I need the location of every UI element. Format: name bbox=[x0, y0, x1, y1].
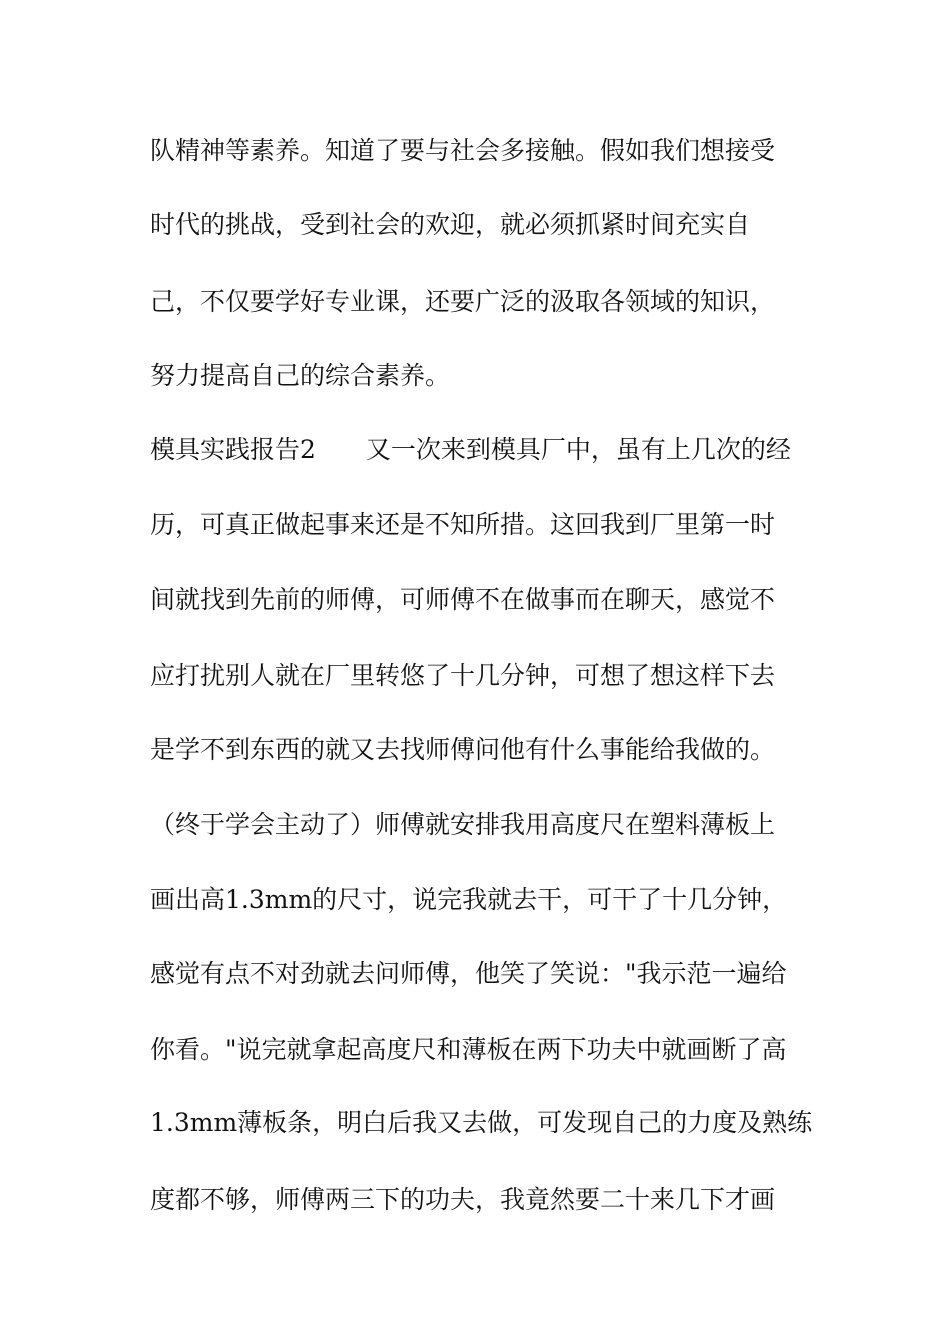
text-line-7: 间就找到先前的师傅，可师傅不在做事而在聊天，感觉不 bbox=[150, 585, 776, 614]
text-line-10: （终于学会主动了）师傅就安排我用高度尺在塑料薄板上 bbox=[150, 810, 776, 839]
text-line-11: 画出高1.3mm的尺寸，说完我就去干，可干了十几分钟， bbox=[150, 885, 788, 914]
text-line-2: 时代的挑战，受到社会的欢迎，就必须抓紧时间充实自 bbox=[150, 210, 751, 239]
text-line-15: 度都不够，师傅两三下的功夫，我竟然要二十来几下才画 bbox=[150, 1185, 776, 1214]
text-line-12: 感觉有点不对劲就去问师傅，他笑了笑说："我示范一遍给 bbox=[150, 959, 787, 988]
text-line-13: 你看。"说完就拿起高度尺和薄板在两下功夫中就画断了高 bbox=[150, 1035, 787, 1064]
text-line-1: 队精神等素养。知道了要与社会多接触。假如我们想接受 bbox=[150, 136, 776, 165]
text-line-14: 1.3mm薄板条，明白后我又去做，可发现自己的力度及熟练 bbox=[150, 1108, 813, 1137]
text-line-6: 历，可真正做起事来还是不知所措。这回我到厂里第一时 bbox=[150, 510, 776, 539]
text-line-4: 努力提高自己的综合素养。 bbox=[150, 361, 451, 390]
text-line-3: 己，不仅要学好专业课，还要广泛的汲取各领域的知识， bbox=[150, 287, 776, 316]
section-heading-line: 模具实践报告2 又一次来到模具厂中，虽有上几次的经 bbox=[150, 435, 791, 464]
text-line-8: 应打扰别人就在厂里转悠了十几分钟，可想了想这样下去 bbox=[150, 661, 776, 690]
text-line-9: 是学不到东西的就又去找师傅问他有什么事能给我做的。 bbox=[150, 735, 776, 764]
